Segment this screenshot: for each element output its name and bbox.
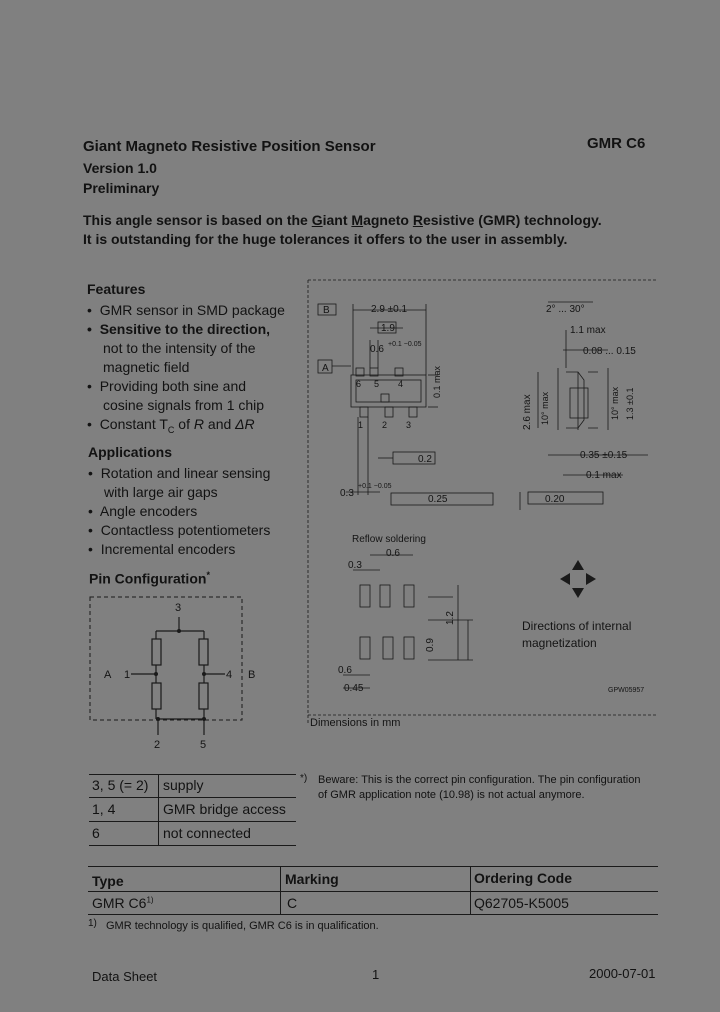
datum-b: B <box>323 305 330 316</box>
pin-5-label: 5 <box>200 739 207 751</box>
note-marker: *) <box>300 773 308 784</box>
applications-list <box>88 464 270 559</box>
pin-2: 2 <box>382 420 388 430</box>
page-number: 1 <box>372 967 380 982</box>
intro-line-1: This angle sensor is based on the Giant Magneto Resistive (GMR) technology. <box>83 212 602 228</box>
intro-line-2: It is outstanding for the huge tolerances it offers to the user in assembly. <box>83 231 568 247</box>
features-list <box>87 301 285 440</box>
pin-6: 6 <box>356 379 362 389</box>
pin-table-function: not connected <box>163 825 251 841</box>
reflow-label: Reflow soldering <box>352 534 426 545</box>
dim-0-6: 0.6 <box>370 344 384 355</box>
order-type: GMR C6$^{1)}$ <box>92 895 154 911</box>
dim-1-3: 1.3 ±0.1 <box>625 387 635 420</box>
directions-line-2: magnetization <box>522 636 597 650</box>
order-marking: C <box>287 895 298 911</box>
list-item: • Angle encoders <box>88 503 198 519</box>
pin-4: 4 <box>398 379 404 389</box>
list-item-cont: not to the intensity of the <box>103 340 256 356</box>
dim-2-6-max: 2.6 max <box>522 394 533 430</box>
dim-0-3: 0.3 <box>340 488 354 499</box>
dim-1-1-max: 1.1 max <box>570 325 606 336</box>
reflow-0-3: 0.3 <box>348 560 362 571</box>
footer-date: 2000-07-01 <box>589 966 656 981</box>
pin-3: 3 <box>406 420 412 430</box>
dim-10-max: 10° max <box>540 391 550 425</box>
bridge-a-label: A <box>104 669 112 681</box>
dim-0-1-max-b: 0.1 max <box>586 470 622 481</box>
status-label: Preliminary <box>83 180 160 196</box>
dim-angle: 2° ... 30° <box>546 304 585 315</box>
reflow-0-45: 0.45 <box>344 683 364 694</box>
doc-title: Giant Magneto Resistive Position Sensor <box>83 138 376 155</box>
list-item: • Providing both sine and <box>87 378 247 394</box>
list-item: • Incremental encoders <box>88 541 236 557</box>
list-item-cont: magnetic field <box>103 359 190 375</box>
reflow-1-2: 1.2 <box>445 611 456 625</box>
list-item: • Sensitive to the direction, <box>87 321 271 337</box>
order-header-code: Ordering Code <box>474 870 573 886</box>
dim-0-35: 0.35 ±0.15 <box>580 450 628 461</box>
datum-a: A <box>322 363 329 374</box>
beware-note: Beware: This is the correct pin configuration. The pin configuration of GMR application note (10.98) is not actual anymore. <box>318 774 641 801</box>
directions-line-1: Directions of internal <box>522 619 632 633</box>
list-item-cont: cosine signals from 1 chip <box>103 397 265 413</box>
drawing-id: GPW05957 <box>608 687 645 694</box>
pin-5: 5 <box>374 379 380 389</box>
pin-4-label: 4 <box>226 669 233 681</box>
list-item-cont: with large air gaps <box>104 484 218 500</box>
dim-2-9: 2.9 ±0.1 <box>371 304 408 315</box>
list-item: • Rotation and linear sensing <box>88 465 271 481</box>
pin-table-pins: 1, 4 <box>92 801 116 817</box>
dim-0-3-tol: +0.1 −0.05 <box>358 483 392 490</box>
applications-heading: Applications <box>88 444 173 460</box>
order-code: Q62705-K5005 <box>474 895 569 911</box>
list-item: • Constant $T_C$ of R and ΔR <box>87 416 255 435</box>
dim-0-2: 0.2 <box>418 454 432 465</box>
dim-0-20: 0.20 <box>545 494 565 505</box>
product-name: GMR C6 <box>587 135 646 152</box>
package-drawing <box>308 280 658 729</box>
reflow-0-6-b: 0.6 <box>338 665 352 676</box>
order-header-marking: Marking <box>285 871 339 887</box>
bridge-b-label: B <box>248 669 256 681</box>
dimensions-note: Dimensions in mm <box>310 717 401 729</box>
pin-table-pins: 6 <box>92 825 100 841</box>
list-item: • GMR sensor in SMD package <box>87 302 285 318</box>
dim-0-1-max: 0.1 max <box>432 365 442 398</box>
pin-diagram <box>88 595 256 755</box>
pin-1-label: 1 <box>124 669 131 681</box>
footnote-marker: 1) <box>88 918 97 929</box>
footer-left: Data Sheet <box>92 969 158 984</box>
pin-table-pins: 3, 5 (= 2) <box>92 777 149 793</box>
list-item: • Contactless potentiometers <box>88 522 271 538</box>
features-heading: Features <box>87 281 146 297</box>
dim-10-max-b: 10° max <box>610 386 620 420</box>
reflow-0-6: 0.6 <box>386 548 400 559</box>
reflow-0-9: 0.9 <box>425 638 436 652</box>
version-label: Version 1.0 <box>83 160 157 176</box>
pin-table-function: supply <box>163 777 204 793</box>
dim-0-6-tol: +0.1 −0.05 <box>388 341 422 348</box>
dim-1-9: 1.9 <box>381 323 395 334</box>
pin-config-heading: Pin Configuration* <box>89 570 210 587</box>
order-header-type: Type <box>92 873 124 889</box>
pin-table-function: GMR bridge access <box>163 801 286 817</box>
dim-0-08: 0.08 ... 0.15 <box>583 346 636 357</box>
pin-2-label: 2 <box>154 739 161 751</box>
dim-0-25: 0.25 <box>428 494 448 505</box>
pin-1: 1 <box>358 420 364 430</box>
pin-3-label: 3 <box>175 602 182 614</box>
footnote-text: GMR technology is qualified, GMR C6 is in qualification. <box>106 920 379 932</box>
